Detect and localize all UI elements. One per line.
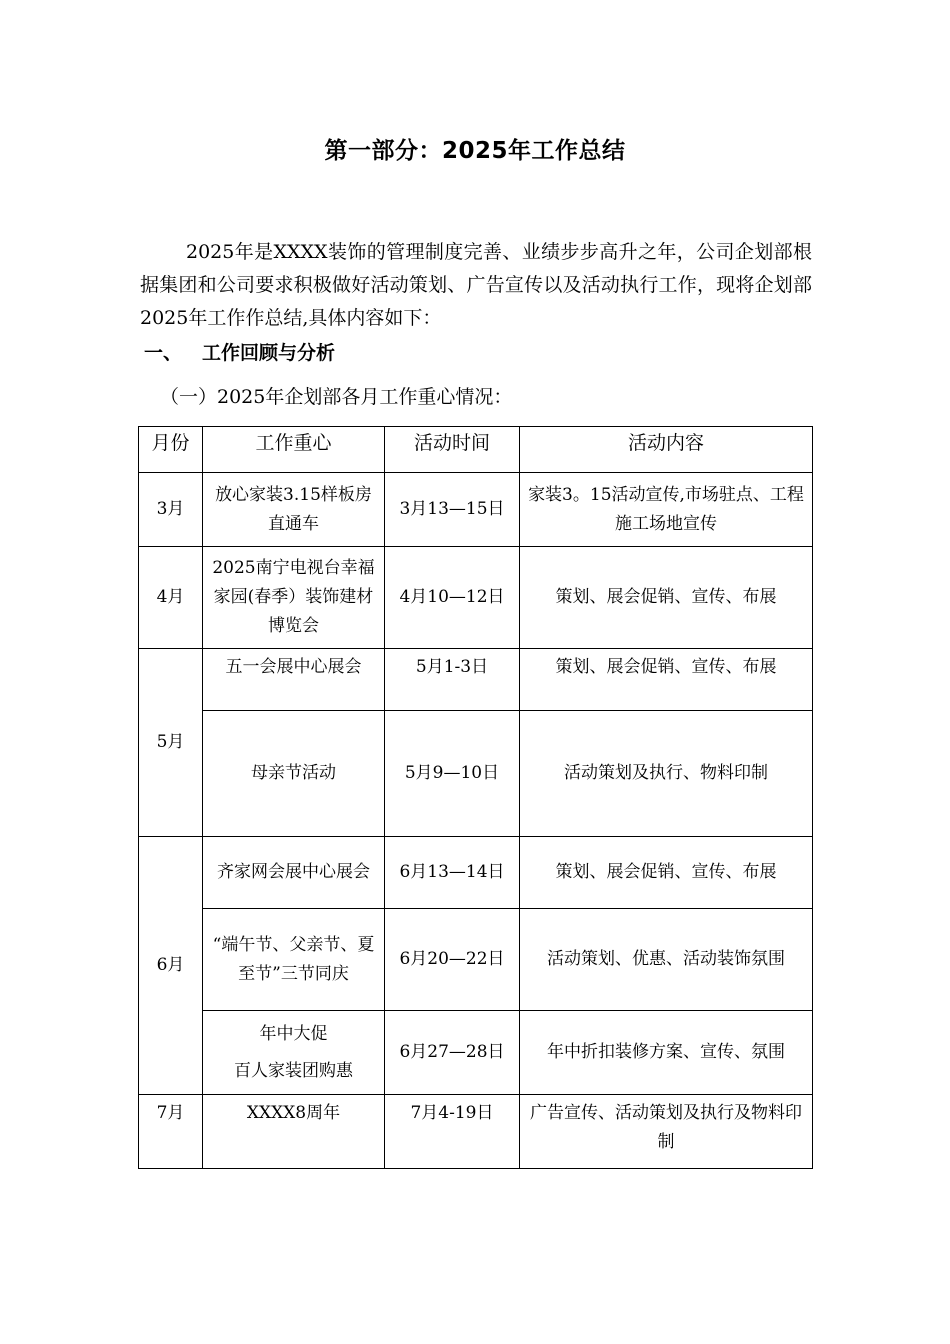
time-cell: 4月10—12日 xyxy=(385,547,520,649)
table-row xyxy=(139,649,813,711)
focus-cell xyxy=(203,1011,385,1095)
time-cell: 6月20—22日 xyxy=(385,909,520,1011)
content-cell: 年中折扣装修方案、宣传、氛围 xyxy=(520,1011,813,1095)
time-cell: 5月1-3日 xyxy=(385,649,520,711)
table-row xyxy=(139,711,813,837)
table-row xyxy=(139,909,813,1011)
time-cell: 6月13—14日 xyxy=(385,837,520,909)
monthly-work-table xyxy=(138,426,813,1169)
table-header-row xyxy=(139,427,813,473)
time-cell: 6月27—28日 xyxy=(385,1011,520,1095)
header-time: 活动时间 xyxy=(385,427,520,473)
focus-cell: 母亲节活动 xyxy=(203,711,385,837)
focus-cell: 放心家装3.15样板房直通车 xyxy=(203,473,385,547)
month-cell: 5月 xyxy=(139,649,203,837)
focus-line: 年中大促 xyxy=(259,1023,328,1044)
month-cell: 7月 xyxy=(139,1095,203,1169)
time-cell: 7月4-19日 xyxy=(385,1095,520,1169)
focus-cell: 2025南宁电视台幸福家园(春季）装饰建材博览会 xyxy=(203,547,385,649)
section-heading xyxy=(144,338,335,365)
table-row xyxy=(139,1095,813,1169)
page-title: 第一部分：2025年工作总结 xyxy=(324,138,626,164)
content-cell: 家装3。15活动宣传,市场驻点、工程施工场地宣传 xyxy=(520,473,813,547)
header-focus: 工作重心 xyxy=(203,427,385,473)
month-cell: 4月 xyxy=(139,547,203,649)
month-cell: 3月 xyxy=(139,473,203,547)
focus-cell: “端午节、父亲节、夏至节”三节同庆 xyxy=(203,909,385,1011)
focus-cell: 五一会展中心展会 xyxy=(203,649,385,711)
table-row xyxy=(139,1011,813,1095)
section-number: 一、 xyxy=(144,342,183,364)
content-cell: 策划、展会促销、宣传、布展 xyxy=(520,837,813,909)
header-month: 月份 xyxy=(139,427,203,473)
focus-cell: XXXX8周年 xyxy=(203,1095,385,1169)
table-row xyxy=(139,837,813,909)
time-cell: 3月13—15日 xyxy=(385,473,520,547)
time-cell: 5月9—10日 xyxy=(385,711,520,837)
content-cell: 活动策划、优惠、活动装饰氛围 xyxy=(520,909,813,1011)
focus-cell: 齐家网会展中心展会 xyxy=(203,837,385,909)
table-row xyxy=(139,547,813,649)
table-row xyxy=(139,473,813,547)
content-cell: 活动策划及执行、物料印制 xyxy=(520,711,813,837)
content-cell: 策划、展会促销、宣传、布展 xyxy=(520,649,813,711)
focus-line: 百人家装团购惠 xyxy=(234,1060,353,1081)
intro-paragraph: 2025年是XXXX装饰的管理制度完善、业绩步步高升之年，公司企划部根据集团和公司要求积极做好活动策划、广告宣传以及活动执行工作，现将企划部2025年工作作总结,具体内容如下： xyxy=(140,241,812,329)
content-cell: 策划、展会促销、宣传、布展 xyxy=(520,547,813,649)
month-cell: 6月 xyxy=(139,837,203,1095)
content-cell: 广告宣传、活动策划及执行及物料印制 xyxy=(520,1095,813,1169)
header-content: 活动内容 xyxy=(520,427,813,473)
section-title: 工作回顾与分析 xyxy=(202,342,336,364)
subsection-heading: （一）2025年企划部各月工作重心情况： xyxy=(160,386,513,408)
